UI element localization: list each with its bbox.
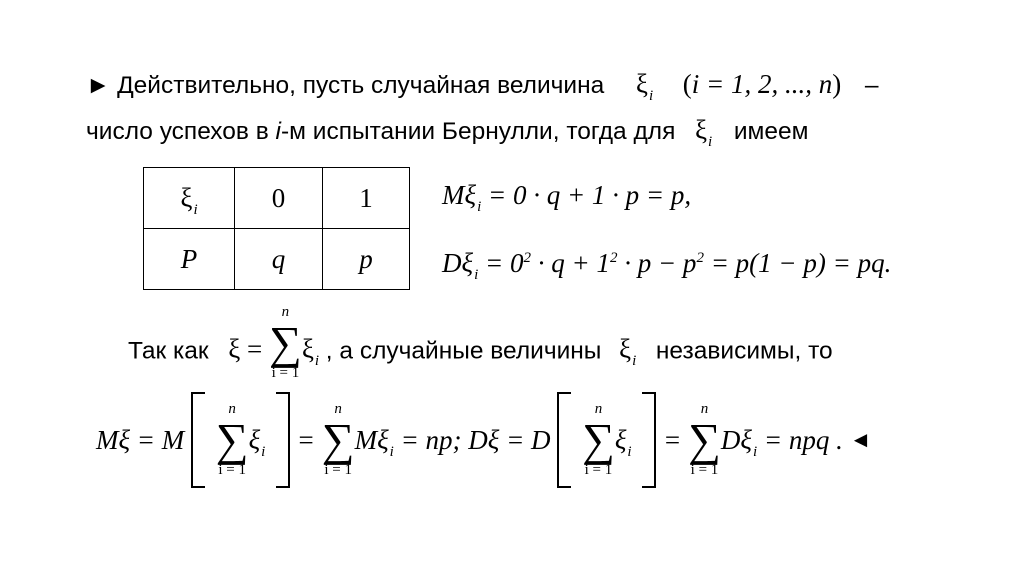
xi-symbol-3: $\xi_i$ <box>619 334 637 370</box>
xi-symbol: $\xi_i$ <box>635 69 654 104</box>
line2-text-a: число успехов в <box>86 118 276 145</box>
table-cell: p <box>323 229 410 290</box>
left-bracket <box>191 392 205 488</box>
sum-symbol: n ∑ i = 1 <box>269 304 302 381</box>
table-cell: 0 <box>235 168 323 229</box>
xi-symbol-2: $\xi_i$ <box>694 115 713 150</box>
line2-i: i <box>275 118 281 145</box>
dash: – <box>864 72 879 99</box>
text-line-2 <box>86 114 808 151</box>
sum-symbol: n ∑ i = 1 <box>321 401 355 478</box>
table-cell: $\xi_i$ <box>144 168 235 229</box>
table-cell: P <box>144 229 235 290</box>
sum-symbol: n ∑ i = 1 <box>582 401 615 478</box>
table-row <box>144 168 410 229</box>
right-bracket <box>276 392 290 488</box>
distribution-table <box>143 167 410 290</box>
left-bracket <box>557 392 571 488</box>
table-cell: 1 <box>323 168 410 229</box>
sum-symbol: n ∑ i = 1 <box>688 401 721 478</box>
variance-equation: $D\xi_i = 0^2 \cdot q + 1^2 \cdot p - p^2 = p(1 - p)$ = pq. <box>442 248 892 283</box>
index-range: (i = 1, 2, ..., n) <box>682 69 842 99</box>
line2-text-c: имеем <box>733 118 809 145</box>
line3-text-b: , а случайные величины <box>325 337 602 365</box>
mean-equation: $M\xi_i = 0 \cdot q + 1 \cdot p = p$, <box>442 180 692 215</box>
line2-text-b: -м испытании Бернулли, тогда для <box>280 118 676 145</box>
line1-text: Действительно, пусть случайная величина <box>117 72 605 99</box>
sum-symbol: n ∑ i = 1 <box>215 401 249 478</box>
sum-definition: ξ = n ∑ i = 1 $\xi_i$ <box>228 304 320 381</box>
table-cell: q <box>235 229 323 290</box>
right-bracket <box>642 392 656 488</box>
table-row <box>144 229 410 290</box>
text-line-3 <box>128 304 833 381</box>
start-marker-icon: ► <box>86 72 111 99</box>
text-line-1 <box>86 68 878 105</box>
line3-text-a: Так как <box>128 337 209 365</box>
line3-text-c: независимы, то <box>655 337 833 365</box>
end-marker-icon: ◄ <box>849 427 872 452</box>
final-formula: Mξ = M n ∑ i = 1 $\xi_i$ = n ∑ i = 1 $M\xi_i$ = np; Dξ = D n ∑ i = 1 $\xi_i$ = n ∑ i = 1 $D\xi_i$ = npq . ◄ <box>96 392 871 502</box>
